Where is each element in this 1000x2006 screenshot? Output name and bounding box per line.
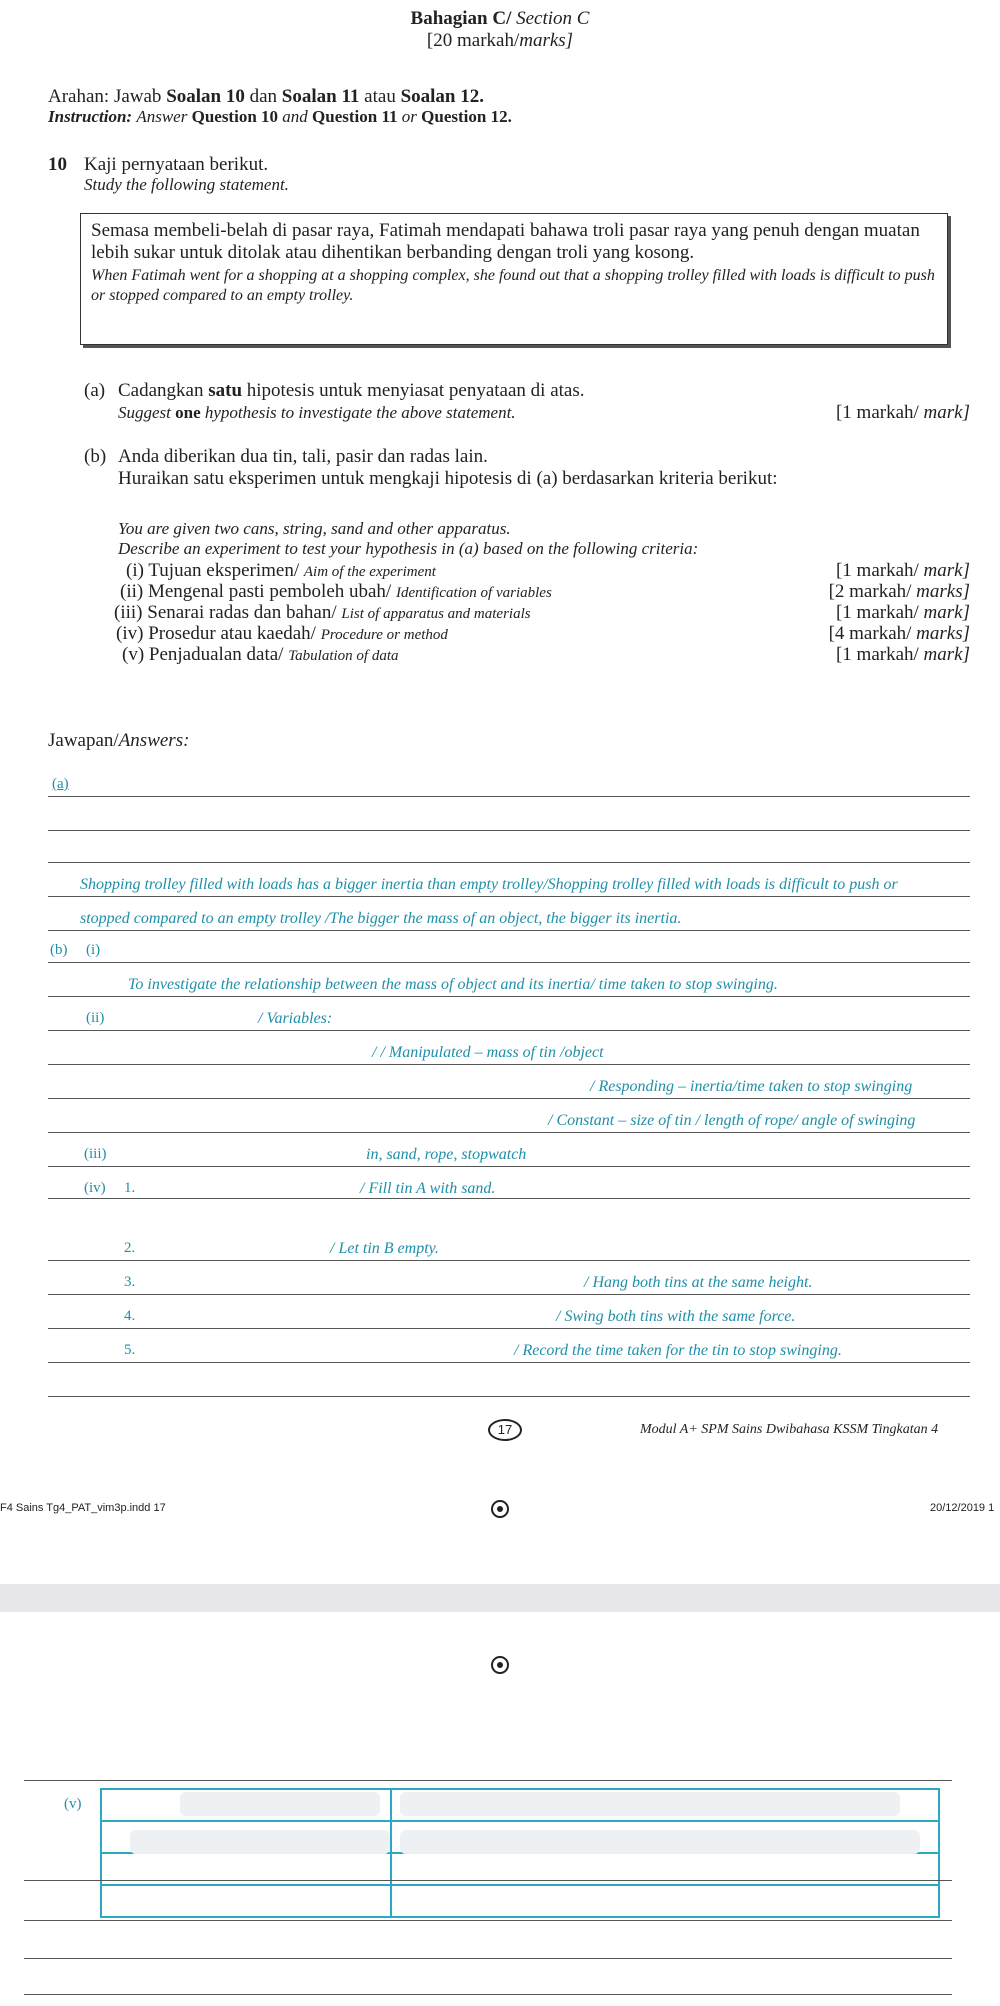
- instruction-en-or: or: [401, 107, 417, 126]
- criterion-num: (v): [122, 644, 145, 665]
- criterion-num: (ii): [120, 581, 144, 602]
- statement-box: [80, 213, 948, 345]
- page-break: [0, 1584, 1000, 1612]
- step-4-text: / Swing both tins with the same force.: [556, 1308, 796, 1325]
- step-4-num: 4.: [124, 1308, 136, 1324]
- criterion-1: [126, 560, 436, 583]
- answer-bii-manipulated: / / Manipulated – mass of tin /object: [372, 1044, 604, 1061]
- step-3-num: 3.: [124, 1274, 136, 1290]
- criterion-5: [122, 644, 399, 667]
- answer-a-label: (a): [52, 776, 69, 792]
- part-a-en-bold: one: [175, 403, 201, 422]
- answer-biv-label: (iv): [84, 1180, 106, 1196]
- answer-a-text-1: Shopping trolley filled with loads has a bigger inertia than empty trolley/Shopping trolley filled with loads is difficult to push or: [80, 876, 898, 893]
- answer-line: [48, 1198, 970, 1199]
- instruction-or: atau: [364, 86, 396, 107]
- part-a-label: (a): [84, 380, 106, 401]
- criterion-mark-en: mark]: [923, 560, 970, 581]
- criterion-1-mark: [836, 560, 970, 582]
- part-a-en: [118, 402, 516, 424]
- question-prompt: Kaji pernyataan berikut.: [84, 154, 269, 175]
- redacted-area: [130, 1830, 390, 1854]
- criterion-ms: Tujuan eksperimen/: [148, 560, 300, 581]
- criterion-ms: Penjadualan data/: [148, 644, 284, 665]
- instruction-q12: Soalan 12.: [400, 86, 484, 107]
- answer-line: [24, 1958, 952, 1959]
- criterion-mark-en: marks]: [916, 581, 970, 602]
- step-1-num: 1.: [124, 1180, 136, 1196]
- answer-bii-label: (ii): [86, 1010, 105, 1026]
- statement-en: When Fatimah went for a shopping at a shopping complex, she found out that a shopping trolley filled with loads is difficult to push or stopped compared to an empty trolley.: [91, 267, 935, 304]
- criterion-mark-en: mark]: [923, 602, 970, 623]
- redacted-area: [400, 1830, 920, 1854]
- registration-mark-icon: [491, 1500, 509, 1518]
- criterion-ms: Prosedur atau kaedah/: [148, 623, 316, 644]
- answer-line: [48, 796, 970, 797]
- criterion-num: (iii): [114, 602, 143, 623]
- instruction-en-q11: Question 11: [312, 107, 398, 126]
- statement-ms: Semasa membeli-belah di pasar raya, Fatimah mendapati bahawa troli pasar raya yang penuh dengan muatan lebih sukar untuk ditolak atau dihentikan berbanding dengan troli yang kosong.: [91, 220, 920, 263]
- criterion-4: [116, 623, 448, 646]
- instruction-en: [48, 106, 512, 128]
- answer-biii-label: (iii): [84, 1146, 107, 1162]
- answer-line: [48, 1260, 970, 1261]
- instruction-lead: Arahan:: [48, 86, 110, 107]
- answer-bi-text: To investigate the relationship between the mass of object and its inertia/ time taken to stop swinging.: [128, 976, 778, 993]
- answer-line: [48, 1362, 970, 1363]
- criterion-ms: Senarai radas dan bahan/: [147, 602, 337, 623]
- instruction-text: Jawab: [113, 86, 162, 107]
- table-cell: [101, 1885, 391, 1917]
- criterion-mark: [1 markah/: [835, 602, 919, 623]
- part-a-mark-en: mark]: [923, 402, 970, 423]
- criterion-2-mark: [829, 581, 970, 603]
- answers-heading-en: Answers:: [118, 730, 190, 751]
- instruction-en-lead: Instruction:: [48, 107, 133, 126]
- table-cell: [391, 1885, 939, 1917]
- criterion-mark: [1 markah/: [835, 644, 919, 665]
- step-2-text: / Let tin B empty.: [330, 1240, 439, 1257]
- instruction-ms: [48, 86, 484, 108]
- criterion-num: (i): [126, 560, 144, 581]
- answers-heading: [48, 730, 189, 752]
- section-label-en: Section C: [516, 8, 590, 29]
- redacted-area: [180, 1792, 380, 1816]
- answer-bv-label: (v): [64, 1796, 82, 1812]
- part-a-ms-post: hipotesis untuk menyiasat penyataan di atas.: [246, 380, 585, 401]
- part-a-en-post: hypothesis to investigate the above statement.: [204, 403, 516, 422]
- part-b-label: (b): [84, 446, 107, 467]
- answer-line: [48, 1132, 970, 1133]
- file-name: F4 Sains Tg4_PAT_vim3p.indd 17: [0, 1502, 166, 1514]
- answer-line: [48, 1098, 970, 1099]
- print-date: 20/12/2019 1: [930, 1502, 995, 1514]
- criterion-en: Tabulation of data: [288, 648, 399, 664]
- answer-line: [48, 1328, 970, 1329]
- part-b-ms-2: Huraikan satu eksperimen untuk mengkaji hipotesis di (a) berdasarkan kriteria berikut:: [118, 468, 778, 489]
- answer-line: [24, 1920, 952, 1921]
- answer-biii-text: in, sand, rope, stopwatch: [366, 1146, 527, 1163]
- part-b-ms-1: Anda diberikan dua tin, tali, pasir dan radas lain.: [118, 446, 488, 467]
- step-5-num: 5.: [124, 1342, 136, 1358]
- criterion-mark: [1 markah/: [835, 560, 919, 581]
- instruction-en-q10: Question 10: [191, 107, 279, 126]
- part-a-ms-bold: satu: [208, 380, 243, 401]
- part-a-mark: [836, 402, 970, 424]
- marks-label-en: marks]: [519, 30, 574, 51]
- answer-line: [48, 862, 970, 863]
- answer-line: [48, 1064, 970, 1065]
- criterion-num: (iv): [116, 623, 144, 644]
- criterion-3: [114, 602, 531, 625]
- part-a-mark-label: [1 markah/: [835, 402, 919, 423]
- answer-line: [48, 962, 970, 963]
- answer-line: [24, 1994, 952, 1995]
- criterion-ms: Mengenal pasti pemboleh ubah/: [147, 581, 392, 602]
- part-b-en-2: Describe an experiment to test your hypothesis in (a) based on the following criteria:: [118, 539, 699, 558]
- criterion-mark-en: mark]: [923, 644, 970, 665]
- instruction-en-and: and: [282, 107, 308, 126]
- part-a-ms: [118, 380, 584, 402]
- answer-line: [24, 1880, 952, 1881]
- answer-bii-constant: / Constant – size of tin / length of rope/ angle of swinging: [548, 1112, 916, 1129]
- answer-bi-label: (i): [86, 942, 101, 958]
- question-number: 10: [48, 154, 67, 175]
- page-number: 17: [488, 1419, 522, 1441]
- answer-line: [48, 930, 970, 931]
- answer-line: [48, 996, 970, 997]
- answer-line: [48, 1030, 970, 1031]
- criterion-en: Identification of variables: [395, 585, 552, 601]
- criterion-3-mark: [836, 602, 970, 624]
- criterion-2: [120, 581, 552, 604]
- criterion-5-mark: [836, 644, 970, 666]
- answer-line: [48, 1166, 970, 1167]
- module-title: Modul A+ SPM Sains Dwibahasa KSSM Tingkatan 4: [640, 1422, 939, 1437]
- part-a-en-pre: Suggest: [118, 403, 171, 422]
- criterion-mark: [4 markah/: [828, 623, 912, 644]
- answer-bii-responding: / Responding – inertia/time taken to stop swinging: [590, 1078, 913, 1095]
- criterion-mark-en: marks]: [916, 623, 970, 644]
- part-b-en-1: You are given two cans, string, sand and other apparatus.: [118, 519, 511, 538]
- step-3-text: / Hang both tins at the same height.: [584, 1274, 813, 1291]
- answer-b-label: (b): [50, 942, 68, 958]
- answer-a-text-2: stopped compared to an empty trolley /The bigger the mass of an object, the bigger its inertia.: [80, 910, 682, 927]
- answer-line: [48, 830, 970, 831]
- redacted-area: [400, 1792, 900, 1816]
- criterion-en: Aim of the experiment: [303, 564, 436, 580]
- answer-line: [24, 1780, 952, 1781]
- criterion-en: Procedure or method: [320, 627, 448, 643]
- marks-label: [20 markah/: [426, 30, 520, 51]
- criterion-4-mark: [829, 623, 970, 645]
- answers-heading-ms: Jawapan/: [48, 730, 119, 751]
- section-title: [0, 8, 1000, 30]
- part-a-ms-pre: Cadangkan: [118, 380, 204, 401]
- instruction-and: dan: [249, 86, 278, 107]
- criterion-en: List of apparatus and materials: [341, 606, 531, 622]
- question-prompt-en: Study the following statement.: [84, 175, 289, 194]
- instruction-en-q12: Question 12.: [421, 107, 512, 126]
- instruction-q10: Soalan 10: [166, 86, 245, 107]
- section-label: Bahagian C/: [410, 8, 512, 29]
- instruction-q11: Soalan 11: [281, 86, 360, 107]
- registration-mark-icon: [491, 1656, 509, 1674]
- answer-line: [48, 1396, 970, 1397]
- step-2-num: 2.: [124, 1240, 136, 1256]
- instruction-en-text: Answer: [136, 107, 188, 126]
- answer-line: [48, 1294, 970, 1295]
- step-5-text: / Record the time taken for the tin to stop swinging.: [514, 1342, 842, 1359]
- answer-line: [48, 896, 970, 897]
- criterion-mark: [2 markah/: [828, 581, 912, 602]
- step-1-text: / Fill tin A with sand.: [360, 1180, 496, 1197]
- section-marks: [0, 30, 1000, 52]
- answer-bii-head: / Variables:: [258, 1010, 333, 1027]
